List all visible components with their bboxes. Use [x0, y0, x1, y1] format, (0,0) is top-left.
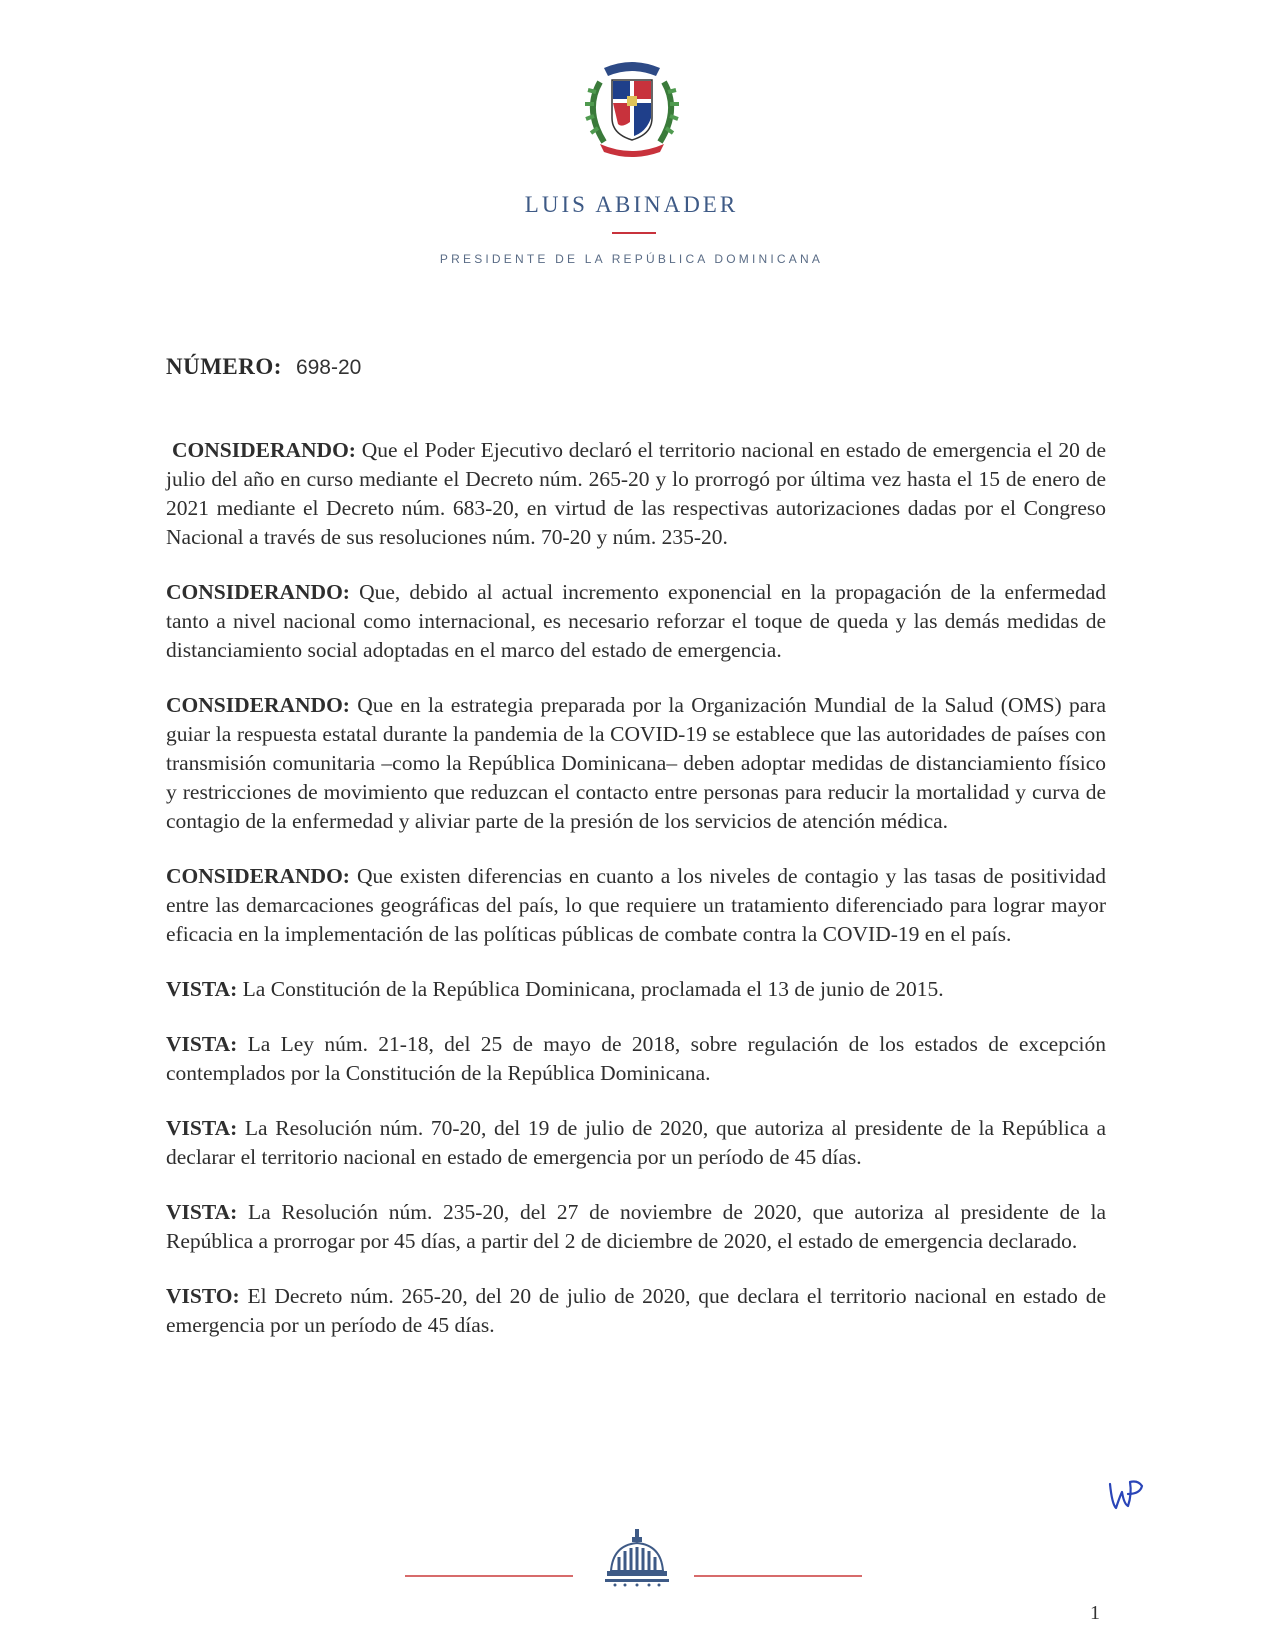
paragraph-text: La Constitución de la República Dominicana, proclamada el 13 de junio de 2015. [237, 977, 944, 1001]
paragraph-keyword: VISTA: [166, 977, 238, 1001]
decree-number [166, 354, 361, 380]
page-number: 1 [1090, 1602, 1100, 1624]
president-title: PRESIDENTE DE LA REPÚBLICA DOMINICANA [439, 252, 824, 266]
decree-number-value: 698-20 [295, 356, 362, 379]
vista-paragraph [166, 975, 1106, 1004]
paragraph-text: La Resolución núm. 70-20, del 19 de julio de 2020, que autoriza al presidente de la República a declarar el territorio nacional en estado de emergencia por un período de 45 días. [166, 1116, 1106, 1169]
paragraph-keyword: CONSIDERANDO: [166, 864, 350, 888]
coat-of-arms-icon [570, 52, 694, 160]
paragraph-text: Que, debido al actual incremento exponencial en la propagación de la enfermedad tanto a nivel nacional como internacional, es necesario reforzar el toque de queda y las demás medidas de distanciamiento social adoptadas en el marco del estado de emergencia. [166, 580, 1106, 662]
decree-number-label: NÚMERO: [166, 354, 282, 379]
paragraph-keyword: CONSIDERANDO: [166, 580, 350, 604]
footer-rule-left [405, 1575, 573, 1577]
vista-paragraph [166, 1030, 1106, 1088]
paragraph-keyword: CONSIDERANDO: [172, 438, 356, 462]
paragraph-keyword: VISTO: [166, 1284, 240, 1308]
decree-body [166, 436, 1106, 1366]
paragraph-text: La Resolución núm. 235-20, del 27 de noviembre de 2020, que autoriza al presidente de la República a prorrogar por 45 días, a partir del 2 de diciembre de 2020, el estado de emergencia declarado. [166, 1200, 1106, 1253]
paragraph-keyword: VISTA: [166, 1116, 238, 1140]
paragraph-text: La Ley núm. 21-18, del 25 de mayo de 2018, sobre regulación de los estados de excepción contemplados por la Constitución de la República Dominicana. [166, 1032, 1106, 1085]
considerando-paragraph [166, 578, 1106, 665]
footer-rule-right [694, 1575, 862, 1577]
visto-paragraph [166, 1282, 1106, 1340]
considerando-paragraph [166, 436, 1106, 552]
paragraph-keyword: VISTA: [166, 1200, 238, 1224]
handwritten-initials-icon [1104, 1474, 1148, 1514]
vista-paragraph [166, 1114, 1106, 1172]
paragraph-text: Que existen diferencias en cuanto a los niveles de contagio y las tasas de positividad entre las demarcaciones geográficas del país, lo que requiere un tratamiento diferenciado para lograr mayor eficacia en la implementación de las políticas públicas de combate contra la COVID-19 en el país. [166, 864, 1106, 946]
considerando-paragraph [166, 862, 1106, 949]
paragraph-keyword: CONSIDERANDO: [166, 693, 350, 717]
vista-paragraph [166, 1198, 1106, 1256]
name-underline [612, 232, 656, 234]
paragraph-keyword: VISTA: [166, 1032, 238, 1056]
paragraph-text: Que el Poder Ejecutivo declaró el territorio nacional en estado de emergencia el 20 de julio del año en curso mediante el Decreto núm. 265-20 y lo prorrogó por última vez hasta el 15 de enero de 2021 mediante el Decreto núm. 683-20, en virtud de las respectivas autorizaciones dadas por el Congreso Nacional a través de sus resoluciones núm. 70-20 y núm. 235-20. [166, 438, 1106, 549]
president-name: LUIS ABINADER [524, 192, 739, 217]
paragraph-text: El Decreto núm. 265-20, del 20 de julio de 2020, que declara el territorio nacional en estado de emergencia por un período de 45 días. [166, 1284, 1106, 1337]
considerando-paragraph [166, 691, 1106, 836]
paragraph-text: Que en la estrategia preparada por la Organización Mundial de la Salud (OMS) para guiar la respuesta estatal durante la pandemia de la COVID-19 se establece que las autoridades de países con transmisión comunitaria –como la República Dominicana– deben adoptar medidas de distanciamiento físico y restricciones de movimiento que reduzcan el contacto entre personas para reducir la mortalidad y curva de contagio de la enfermedad y aliviar parte de la presión de los servicios de atención médica. [166, 693, 1106, 833]
palace-dome-icon [601, 1527, 673, 1589]
